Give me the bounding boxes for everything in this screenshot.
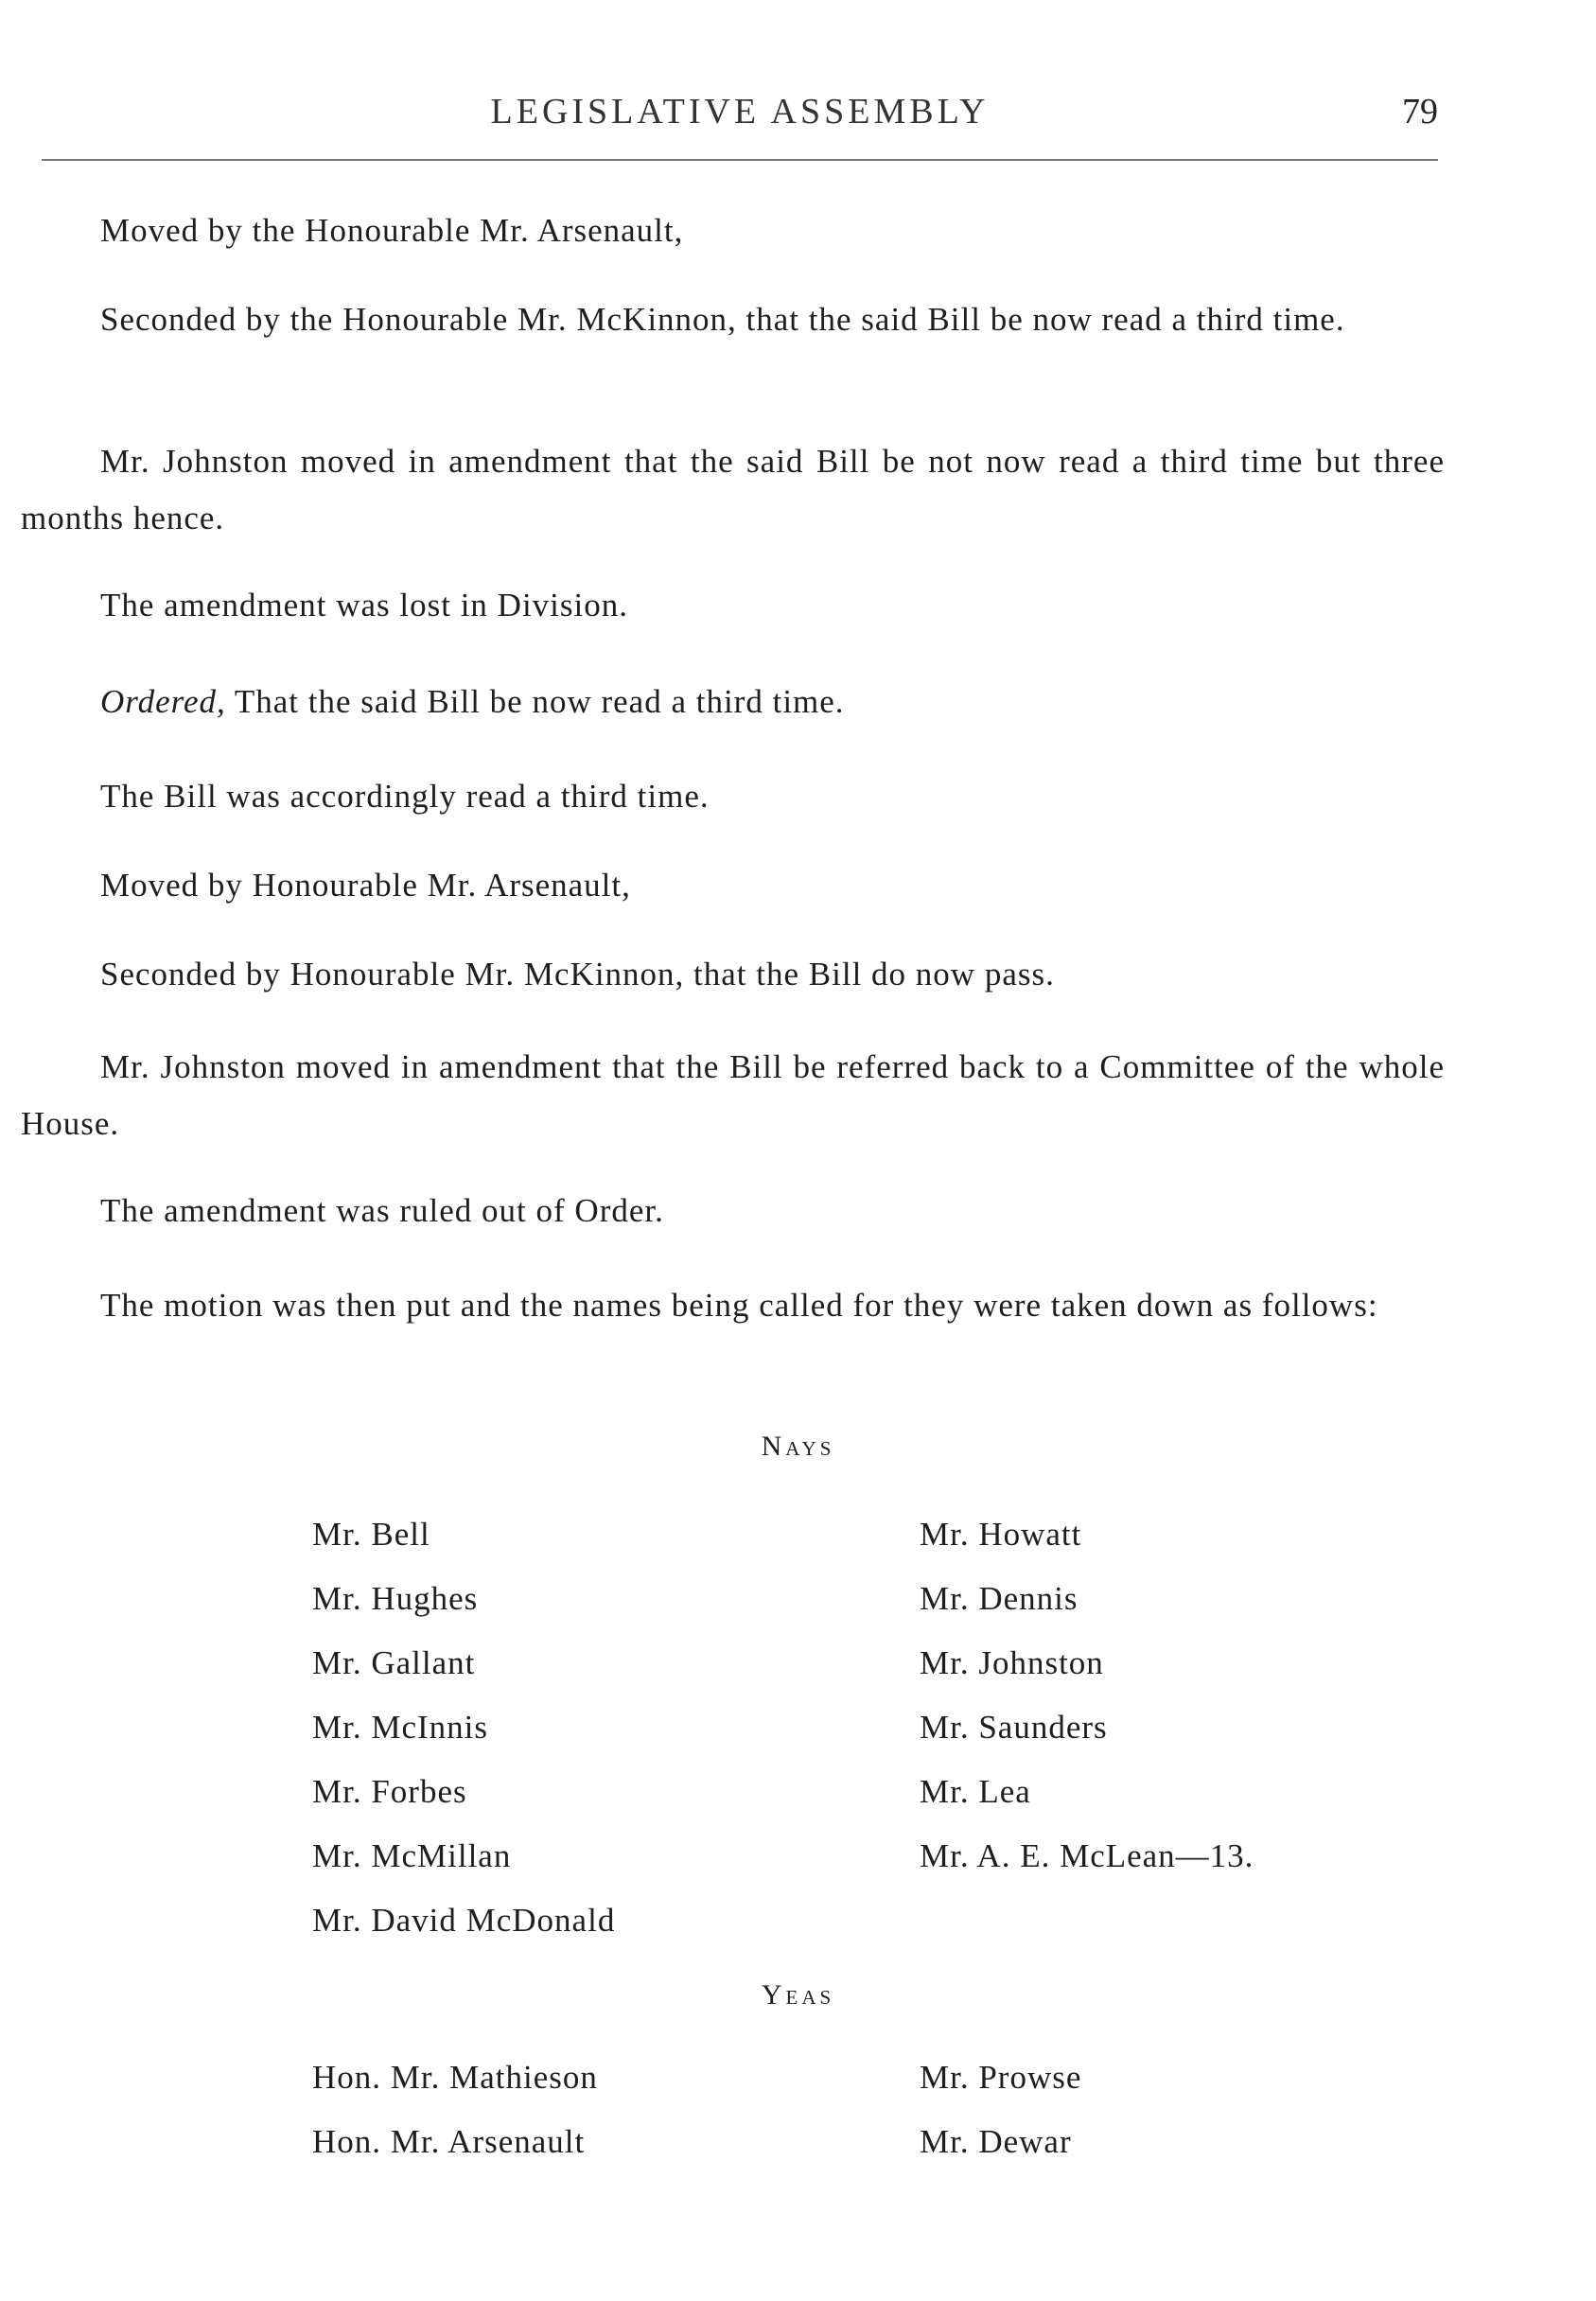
paragraph-motion: The motion was then put and the names being called for they were taken down as follows: xyxy=(100,1287,1378,1324)
nays-left-name: Mr. David McDonald xyxy=(312,1902,616,1939)
nays-right-name: Mr. Johnston xyxy=(920,1644,1104,1681)
yeas-right-name: Mr. Prowse xyxy=(920,2059,1082,2096)
page-header xyxy=(42,91,1438,138)
nays-right-name: Mr. Howatt xyxy=(920,1516,1082,1553)
header-rule xyxy=(42,159,1438,161)
ordered-text: That the said Bill be now read a third time. xyxy=(234,683,845,720)
nays-left-name: Mr. Hughes xyxy=(312,1580,479,1617)
nays-left-name: Mr. McMillan xyxy=(312,1837,512,1874)
nays-left-name: Mr. McInnis xyxy=(312,1709,488,1746)
ordered-label: Ordered, xyxy=(100,683,226,720)
page-number: 79 xyxy=(1402,92,1438,132)
yeas-left-name: Hon. Mr. Mathieson xyxy=(312,2059,598,2096)
yeas-heading: Yeas xyxy=(761,1979,835,2011)
running-head: LEGISLATIVE ASSEMBLY xyxy=(490,92,990,132)
paragraph-amendment-lost: The amendment was lost in Division. xyxy=(100,587,628,624)
nays-left-name: Mr. Forbes xyxy=(312,1773,467,1810)
paragraph-moved: Moved by the Honourable Mr. Arsenault, xyxy=(100,212,684,249)
yeas-left-name: Hon. Mr. Arsenault xyxy=(312,2123,586,2160)
paragraph-moved-2: Moved by Honourable Mr. Arsenault, xyxy=(100,867,631,904)
paragraph-read-third: The Bill was accordingly read a third time. xyxy=(100,778,710,815)
nays-left-name: Mr. Gallant xyxy=(312,1644,476,1681)
paragraph-seconded: Seconded by the Honourable Mr. McKinnon, that the said Bill be now read a third time. xyxy=(100,301,1345,338)
paragraph-seconded-2: Seconded by Honourable Mr. McKinnon, that the Bill do now pass. xyxy=(100,956,1055,992)
yeas-right-name: Mr. Dewar xyxy=(920,2123,1072,2160)
nays-right-name: Mr. Lea xyxy=(920,1773,1031,1810)
paragraph-ordered xyxy=(21,674,1445,730)
nays-left-name: Mr. Bell xyxy=(312,1516,430,1553)
paragraph-out-of-order: The amendment was ruled out of Order. xyxy=(100,1192,664,1229)
paragraph-amendment: Mr. Johnston moved in amendment that the said Bill be not now read a third time but three months hence. xyxy=(21,443,1445,536)
nays-right-name: Mr. A. E. McLean—13. xyxy=(920,1837,1254,1874)
nays-right-name: Mr. Saunders xyxy=(920,1709,1108,1746)
nays-heading: Nays xyxy=(761,1431,835,1462)
paragraph-amendment-2: Mr. Johnston moved in amendment that the Bill be referred back to a Committee of the whole House. xyxy=(21,1048,1445,1142)
nays-right-name: Mr. Dennis xyxy=(920,1580,1079,1617)
